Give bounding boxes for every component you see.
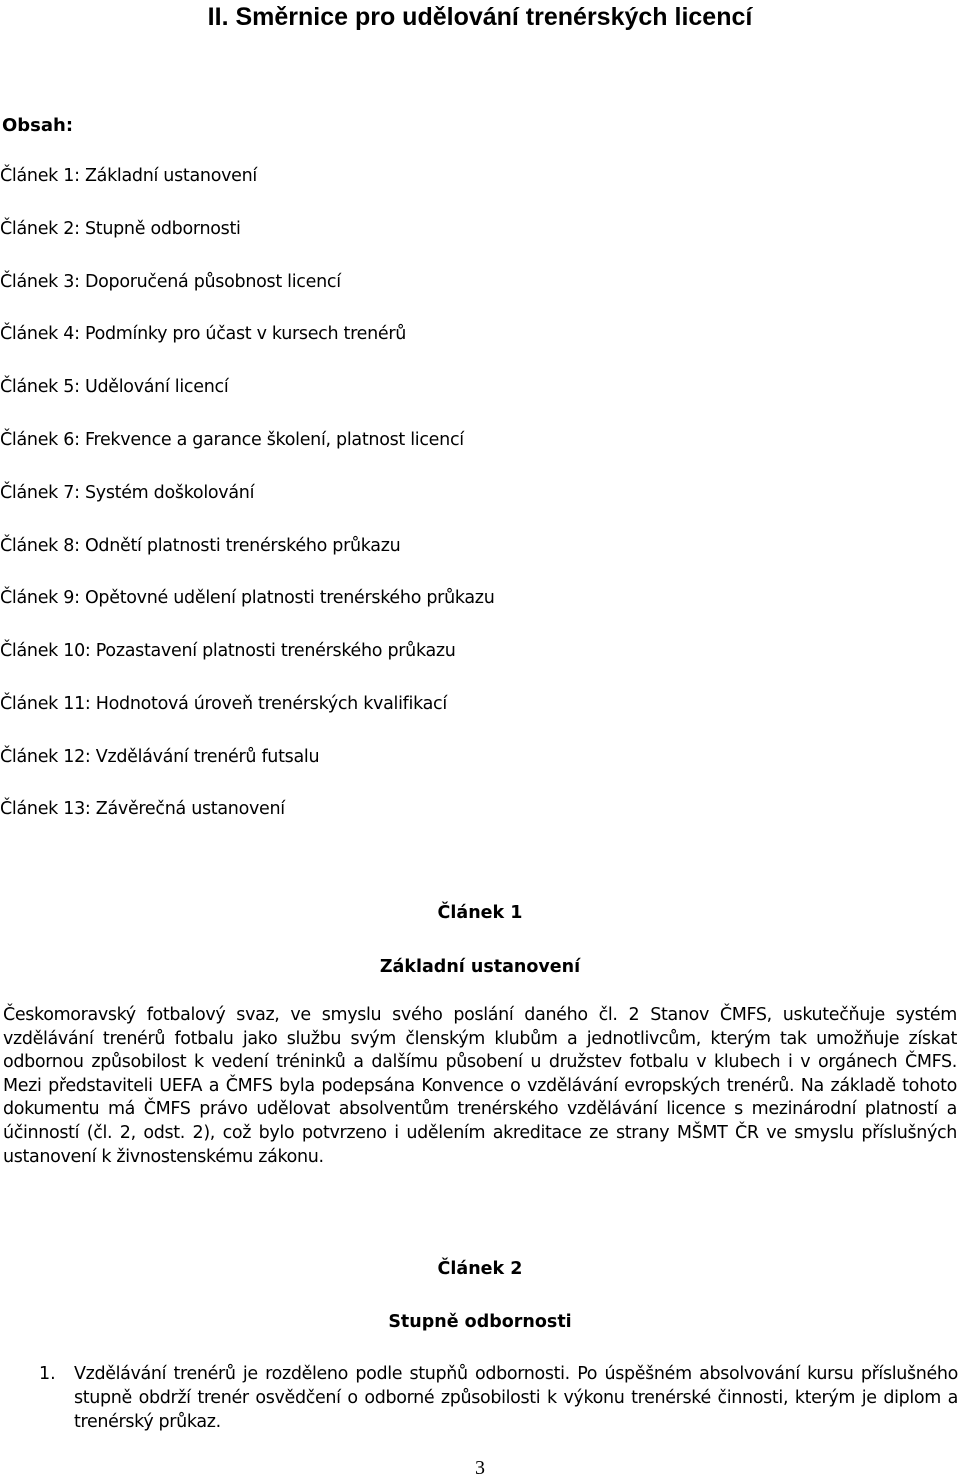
toc-item: Článek 5: Udělování licencí xyxy=(0,377,229,397)
toc-item: Článek 3: Doporučená působnost licencí xyxy=(0,272,341,292)
toc-item: Článek 7: Systém doškolování xyxy=(0,483,255,503)
toc-item: Článek 9: Opětovné udělení platnosti trenérského průkazu xyxy=(0,588,495,608)
toc-item: Článek 4: Podmínky pro účast v kursech trenérů xyxy=(0,324,407,344)
article-1-number: Článek 1 xyxy=(437,903,523,923)
list-item-number: 1. xyxy=(39,1364,56,1384)
toc-item: Článek 11: Hodnotová úroveň trenérských kvalifikací xyxy=(0,694,447,714)
toc-item: Článek 8: Odnětí platnosti trenérského průkazu xyxy=(0,536,401,556)
article-1-paragraph: Českomoravský fotbalový svaz, ve smyslu svého poslání daného čl. 2 Stanov ČMFS, uskutečňuje systém vzdělávání trenérů fotbalu jako službu svým členským klubům a jednotlivcům, kterým tak umožňuje získat odbornou způsobilost k vedení tréninků a dalšímu působení u družstev fotbalu v klubech i v orgánech ČMFS. Mezi představiteli UEFA a ČMFS byla podepsána Konvence o vzdělávání evropských trenérů. Na základě tohoto dokumentu má ČMFS právo udělovat absolventům trenérského vzdělávání licence s mezinárodní platností a účinností (čl. 2, odst. 2), což bylo potvrzeno i udělením akreditace ze strany MŠMT ČR ve smyslu příslušných ustanovení k živnostenskému zákonu. xyxy=(3,1005,957,1167)
toc-item: Článek 6: Frekvence a garance školení, platnost licencí xyxy=(0,430,464,450)
article-1-title: Základní ustanovení xyxy=(379,957,581,977)
toc-heading: Obsah: xyxy=(2,115,74,136)
page-title: II. Směrnice pro udělování trenérských licencí xyxy=(207,3,753,31)
toc-item: Článek 12: Vzdělávání trenérů futsalu xyxy=(0,747,320,767)
toc-item: Článek 13: Závěrečná ustanovení xyxy=(0,799,285,819)
article-2-number: Článek 2 xyxy=(437,1259,523,1279)
toc-item: Článek 2: Stupně odbornosti xyxy=(0,219,241,239)
toc-item: Článek 1: Základní ustanovení xyxy=(0,166,257,186)
toc-item: Článek 10: Pozastavení platnosti trenérského průkazu xyxy=(0,641,456,661)
article-2-title: Stupně odbornosti xyxy=(388,1312,572,1332)
list-item-text: Vzdělávání trenérů je rozděleno podle stupňů odbornosti. Po úspěšném absolvování kursu příslušného stupně obdrží trenér osvědčení o odborné způsobilosti k výkonu trenérské činnosti, kterým je diplom a trenérský průkaz. xyxy=(74,1364,958,1432)
page-number: 3 xyxy=(475,1457,485,1479)
